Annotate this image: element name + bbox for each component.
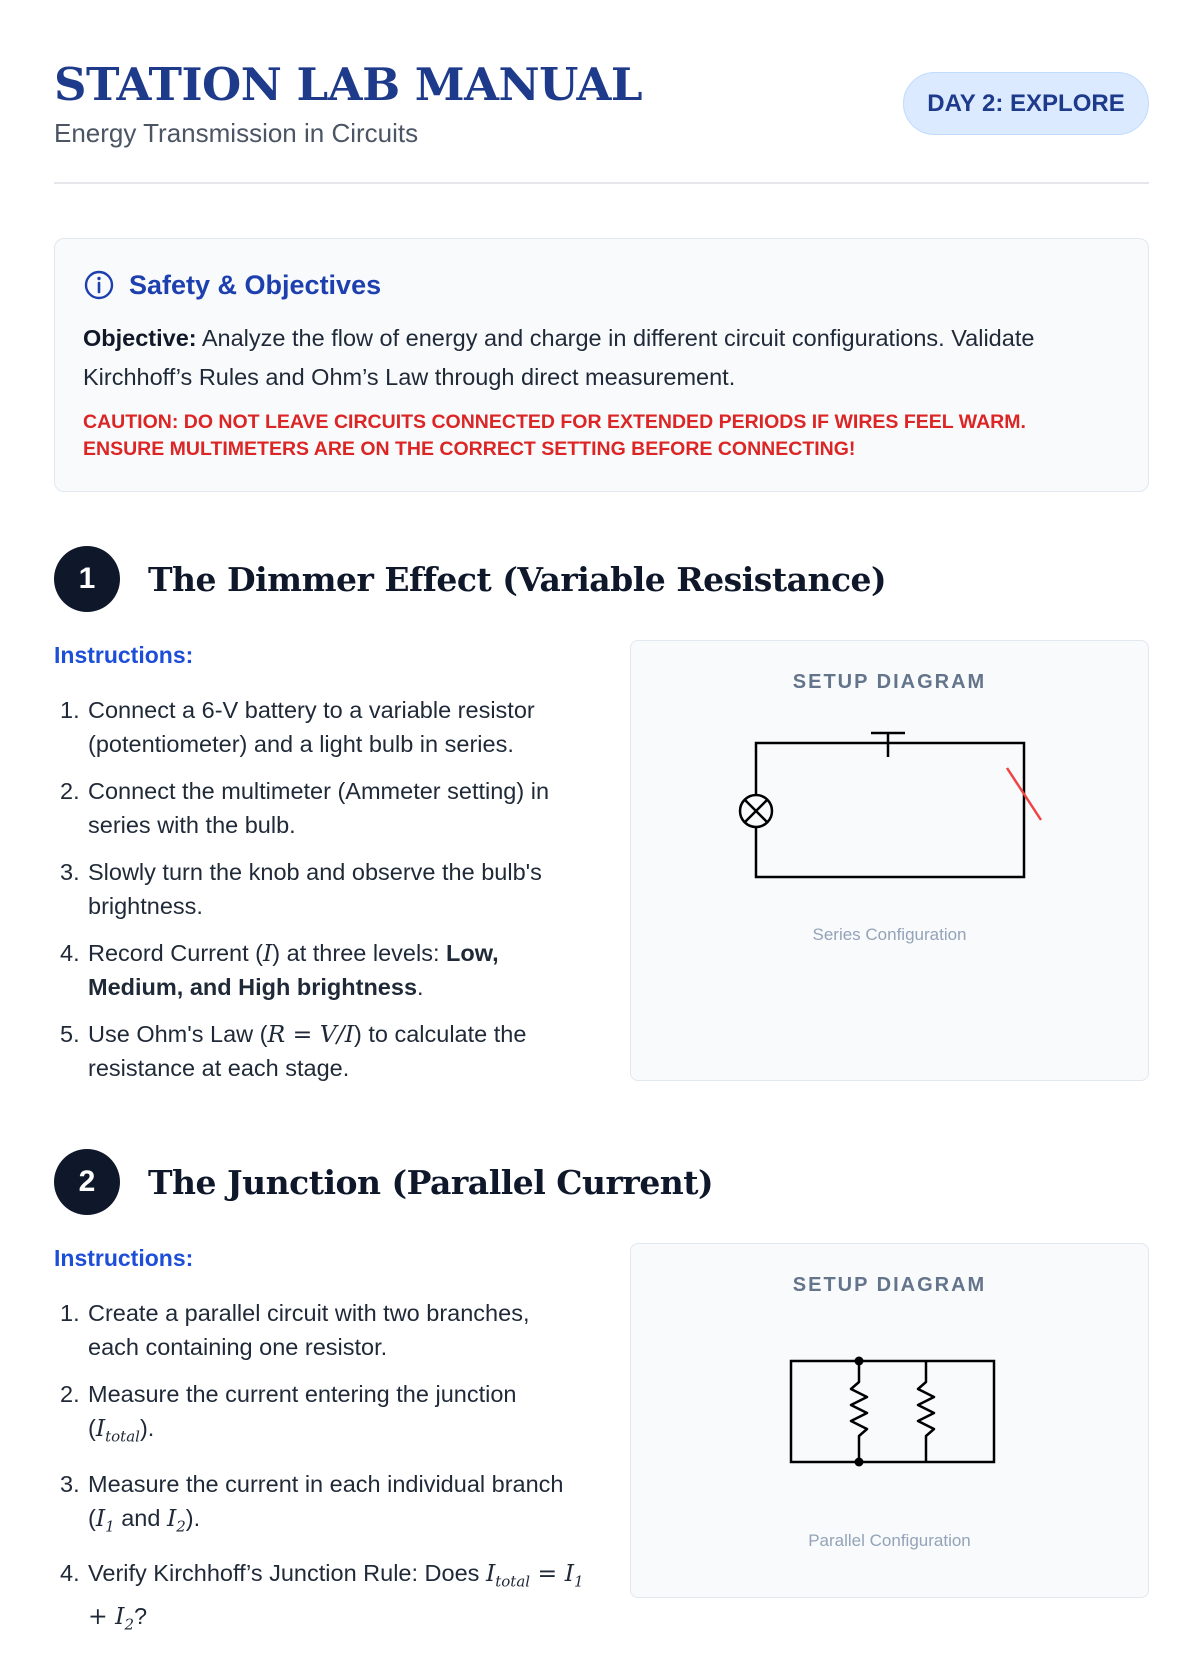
objective-text bbox=[83, 319, 1123, 397]
page-header bbox=[54, 54, 1149, 184]
day-badge: DAY 2: EXPLORE bbox=[903, 72, 1149, 135]
math-ohms-law: R = V/I bbox=[267, 1020, 354, 1048]
battery-symbol bbox=[871, 733, 905, 757]
list-item: 1. Connect a 6-V battery to a variable resistor (potentiometer) and a light bulb in series. bbox=[60, 697, 535, 757]
section-1-heading bbox=[54, 546, 886, 612]
objective-label: Objective: bbox=[83, 325, 197, 351]
section-2-heading bbox=[54, 1149, 713, 1215]
instructions-label: Instructions: bbox=[54, 1245, 194, 1271]
safety-heading bbox=[83, 269, 381, 301]
list-item: 1. Create a parallel circuit with two branches, each containing one resistor. bbox=[60, 1300, 530, 1360]
page-title: STATION LAB MANUAL bbox=[54, 58, 643, 111]
caution-line-2: ENSURE MULTIMETERS ARE ON THE CORRECT SETTING BEFORE CONNECTING! bbox=[83, 438, 856, 460]
resistor-branch-1 bbox=[851, 1357, 867, 1467]
section-2-steps bbox=[54, 1296, 584, 1655]
resistor-branch-2 bbox=[918, 1361, 934, 1462]
info-icon bbox=[83, 269, 115, 301]
math-branch-current-1: $I_1$ bbox=[95, 1503, 115, 1536]
parallel-wire-loop bbox=[791, 1361, 994, 1462]
section-title: The Junction (Parallel Current) bbox=[148, 1162, 714, 1202]
list-item: 3. Slowly turn the knob and observe the bulb's brightness. bbox=[60, 859, 542, 919]
diagram-label: SETUP DIAGRAM bbox=[792, 671, 987, 693]
bulb-symbol bbox=[740, 795, 772, 827]
section-title: The Dimmer Effect (Variable Resistance) bbox=[148, 559, 887, 599]
objective-body: Analyze the flow of energy and charge in different circuit configurations. Validate Kirchhoff’s Rules and Ohm’s Law through direct measurement. bbox=[83, 325, 1035, 390]
page-subtitle: Energy Transmission in Circuits bbox=[54, 118, 419, 148]
section-1-steps bbox=[54, 693, 584, 1098]
series-wire-loop bbox=[756, 743, 1024, 877]
diagram-caption: Parallel Configuration bbox=[808, 1531, 971, 1550]
series-circuit-diagram bbox=[721, 721, 1051, 901]
list-item: 2. Connect the multimeter (Ammeter setting) in series with the bulb. bbox=[60, 778, 550, 838]
section-number-badge: 1 bbox=[54, 546, 120, 612]
instructions-label: Instructions: bbox=[54, 642, 194, 668]
math-junction-rule: $I_{total} = I_1 + I_2$ bbox=[88, 1559, 584, 1634]
list-item: 4. Record Current (I) at three levels: Low, Medium, and High brightness. bbox=[60, 939, 499, 1000]
setup-diagram-series bbox=[630, 640, 1149, 1081]
diagram-label: SETUP DIAGRAM bbox=[792, 1274, 987, 1296]
parallel-circuit-diagram bbox=[781, 1344, 1001, 1474]
list-item: 3. Measure the current in each individual branch ($I_1$ and $I_2$). bbox=[60, 1470, 564, 1536]
list-item: 4. Verify Kirchhoff’s Junction Rule: Does $I_{total} = I_1 + I_2$? bbox=[60, 1559, 584, 1634]
caution-line-1: CAUTION: DO NOT LEAVE CIRCUITS CONNECTED FOR EXTENDED PERIODS IF WIRES FEEL WARM. bbox=[83, 411, 1026, 433]
list-item: 2. Measure the current entering the junction $(I_{total})$. bbox=[60, 1381, 517, 1446]
math-total-current: $I_{total}$ bbox=[95, 1414, 140, 1446]
caution-text bbox=[83, 409, 1123, 463]
math-current: I bbox=[263, 939, 273, 967]
list-item: 5. Use Ohm's Law (R = V/I) to calculate the resistance at each stage. bbox=[60, 1020, 527, 1081]
safety-objectives-panel bbox=[54, 238, 1149, 492]
safety-title: Safety & Objectives bbox=[129, 269, 382, 300]
section-number-badge: 2 bbox=[54, 1149, 120, 1215]
math-branch-current-2: $I_2$ bbox=[166, 1503, 186, 1536]
setup-diagram-parallel bbox=[630, 1243, 1149, 1598]
diagram-caption: Series Configuration bbox=[812, 925, 967, 944]
